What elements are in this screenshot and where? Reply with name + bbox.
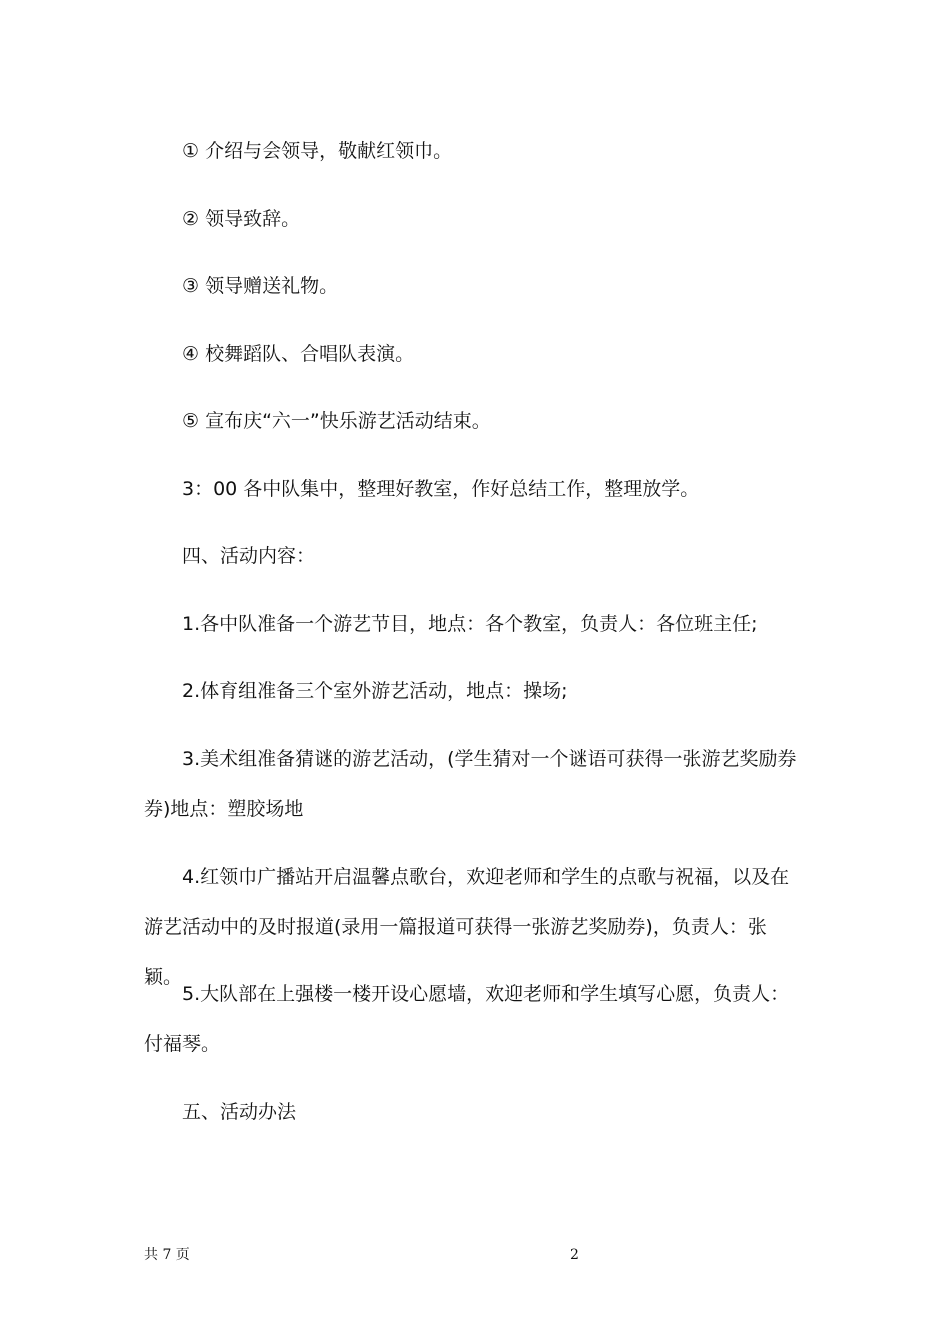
paragraph-item-5: ⑤ 宣布庆“六一”快乐游艺活动结束。 [182,410,491,432]
paragraph-item-1: ① 介绍与会领导，敬献红领巾。 [182,140,453,162]
paragraph-item-3: ③ 领导赠送礼物。 [182,275,339,297]
paragraph-content-1: 1.各中队准备一个游艺节目，地点：各个教室，负责人：各位班主任; [182,613,758,635]
footer-page-number: 2 [570,1247,579,1263]
paragraph-content-3: 3.美术组准备猜谜的游艺活动，(学生猜对一个谜语可获得一张游艺奖励券券)地点：塑胶场地 [144,748,797,820]
paragraph-schedule-dismissal: 3：00 各中队集中，整理好教室，作好总结工作，整理放学。 [182,478,700,500]
paragraph-content-5: 5.大队部在上强楼一楼开设心愿墙，欢迎老师和学生填写心愿，负责人：付福琴。 [144,983,790,1055]
section-heading-activity-content: 四、活动内容： [182,545,316,567]
paragraph-content-2: 2.体育组准备三个室外游艺活动，地点：操场; [182,680,568,702]
paragraph-item-2: ② 领导致辞。 [182,208,301,230]
paragraph-content-4: 4.红领巾广播站开启温馨点歌台，欢迎老师和学生的点歌与祝福，以及在游艺活动中的及时报道(录用一篇报道可获得一张游艺奖励券)，负责人：张颖。 [144,866,790,988]
paragraph-item-4: ④ 校舞蹈队、合唱队表演。 [182,343,415,365]
section-heading-activity-method: 五、活动办法 [182,1101,297,1123]
footer-total-pages: 共 7 页 [144,1247,190,1263]
